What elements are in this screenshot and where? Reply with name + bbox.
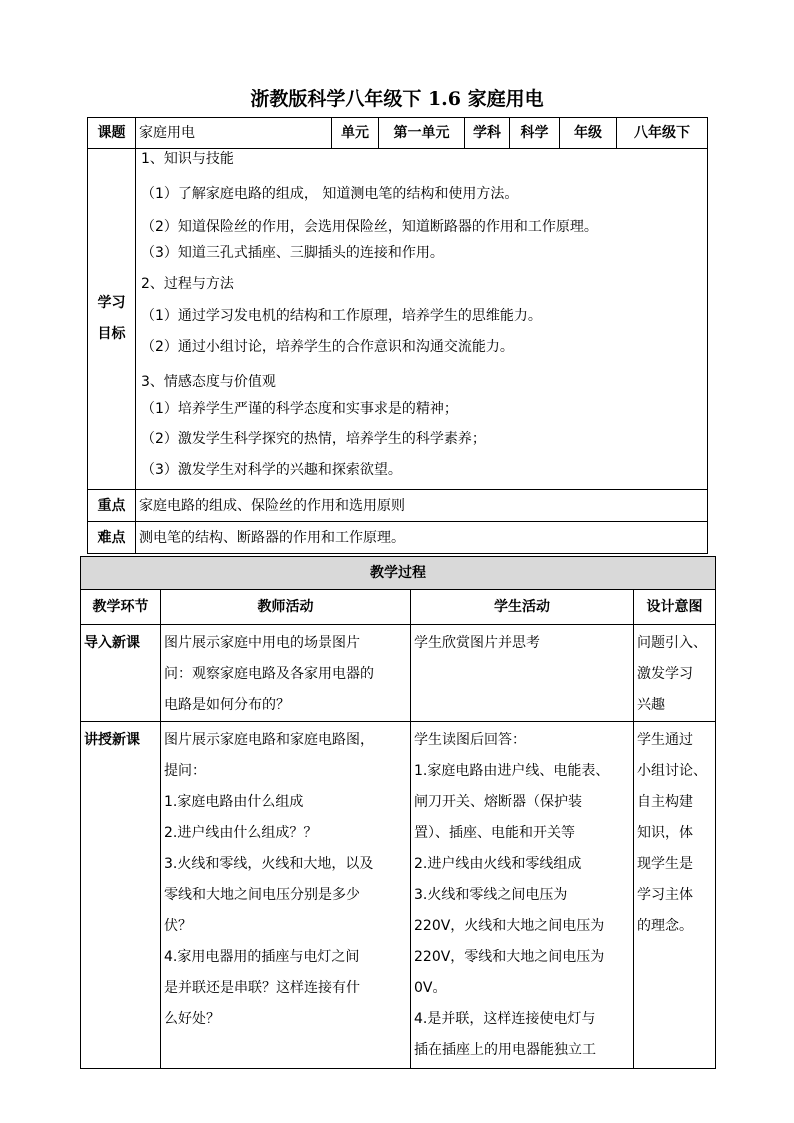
teacher-activity-cell	[161, 625, 411, 722]
text-line: 图片展示家庭中用电的场景图片	[164, 635, 360, 651]
text-line: 兴趣	[637, 697, 665, 713]
text-line: 提问：	[164, 763, 206, 779]
goal-line: （3）知道三孔式插座、三脚插头的连接和作用。	[141, 245, 444, 261]
text-line: 220V，零线和大地之间电压为	[414, 949, 605, 965]
text-line: 小组讨论、	[637, 763, 707, 779]
stage-cell: 讲授新课	[81, 722, 161, 1069]
table-row	[81, 722, 716, 1069]
text-line: 激发学习	[637, 666, 693, 682]
process-header: 教学过程	[81, 557, 716, 590]
text-line: 220V，火线和大地之间电压为	[414, 918, 605, 934]
text-line: 2.进户线由什么组成？？	[164, 825, 318, 841]
unit-value: 第一单元	[379, 118, 465, 149]
text-line: 问题引入、	[637, 635, 707, 651]
text-line: 2.进户线由火线和零线组成	[414, 856, 582, 872]
goal-line: （2）通过小组讨论，培养学生的合作意识和沟通交流能力。	[141, 339, 514, 355]
goals-label-line-1: 学习	[97, 295, 126, 311]
text-line: 知识，体	[637, 825, 693, 841]
goals-label-line-2: 目标	[97, 326, 126, 342]
page-title: 浙教版科学八年级下 1.6 家庭用电	[250, 88, 544, 110]
design-intent-cell	[634, 722, 716, 1069]
text-line: 4.是并联，这样连接使电灯与	[414, 1011, 596, 1027]
text-line: 现学生是	[637, 856, 693, 872]
topic-label: 课题	[88, 118, 136, 149]
goals-content	[136, 149, 708, 490]
student-activity-cell	[411, 722, 634, 1069]
text-line: 1.家庭电路由进户线、电能表、	[414, 763, 610, 779]
text-line: 么好处？	[164, 1011, 220, 1027]
teaching-process-table	[80, 556, 716, 1069]
goal-line: 1、知识与技能	[141, 151, 234, 167]
text-line: 是并联还是串联？这样连接有什	[164, 980, 360, 996]
grade-value: 八年级下	[617, 118, 708, 149]
unit-label: 单元	[332, 118, 379, 149]
text-line: 自主构建	[637, 794, 693, 810]
lesson-info-table	[87, 117, 708, 554]
student-activity-cell	[411, 625, 634, 722]
text-line: 闸刀开关、熔断器（保护装	[414, 794, 582, 810]
topic-value: 家庭用电	[136, 118, 332, 149]
text-line: 的理念。	[637, 918, 693, 934]
goal-line: （3）激发学生对科学的兴趣和探索欲望。	[141, 462, 402, 478]
text-line: 学习主体	[637, 887, 693, 903]
text-line: 0V。	[414, 980, 447, 996]
stage-cell: 导入新课	[81, 625, 161, 722]
difficult-point-label: 难点	[88, 522, 136, 554]
column-header-teacher: 教师活动	[161, 590, 411, 625]
text-line: 电路是如何分布的？	[164, 697, 290, 713]
text-line: 学生通过	[637, 732, 693, 748]
table-row	[81, 625, 716, 722]
text-line: 伏？	[164, 918, 192, 934]
goal-line: （1）通过学习发电机的结构和工作原理，培养学生的思维能力。	[141, 308, 542, 324]
text-line: 问：观察家庭电路及各家用电器的	[164, 666, 374, 682]
text-line: 插在插座上的用电器能独立工	[414, 1042, 596, 1058]
goal-line: （2）知道保险丝的作用，会选用保险丝，知道断路器的作用和工作原理。	[141, 219, 598, 235]
column-header-intent: 设计意图	[634, 590, 716, 625]
text-line: 学生欣赏图片并思考	[414, 635, 540, 651]
key-point-label: 重点	[88, 490, 136, 522]
column-header-student: 学生活动	[411, 590, 634, 625]
subject-value: 科学	[510, 118, 560, 149]
column-header-stage: 教学环节	[81, 590, 161, 625]
text-line: 学生读图后回答：	[414, 732, 526, 748]
text-line: 图片展示家庭电路和家庭电路图，	[164, 732, 374, 748]
goal-line: 2、过程与方法	[141, 276, 234, 292]
grade-label: 年级	[560, 118, 617, 149]
teacher-activity-cell	[161, 722, 411, 1069]
goal-line: 3、情感态度与价值观	[141, 374, 276, 390]
goal-line: （1）培养学生严谨的科学态度和实事求是的精神；	[141, 401, 458, 417]
text-line: 置）、插座、电能和开关等	[414, 825, 575, 841]
goal-line: （2）激发学生科学探究的热情，培养学生的科学素养；	[141, 431, 486, 447]
text-line: 3.火线和零线，火线和大地，以及	[164, 856, 374, 872]
subject-label: 学科	[465, 118, 510, 149]
text-line: 零线和大地之间电压分别是多少	[164, 887, 360, 903]
goal-line: （1）了解家庭电路的组成， 知道测电笔的结构和使用方法。	[141, 186, 519, 202]
text-line: 3.火线和零线之间电压为	[414, 887, 568, 903]
text-line: 4.家用电器用的插座与电灯之间	[164, 949, 360, 965]
difficult-point-value: 测电笔的结构、断路器的作用和工作原理。	[136, 522, 708, 554]
goals-label	[88, 149, 136, 490]
text-line: 1.家庭电路由什么组成	[164, 794, 304, 810]
key-point-value: 家庭电路的组成、保险丝的作用和选用原则	[136, 490, 708, 522]
design-intent-cell	[634, 625, 716, 722]
